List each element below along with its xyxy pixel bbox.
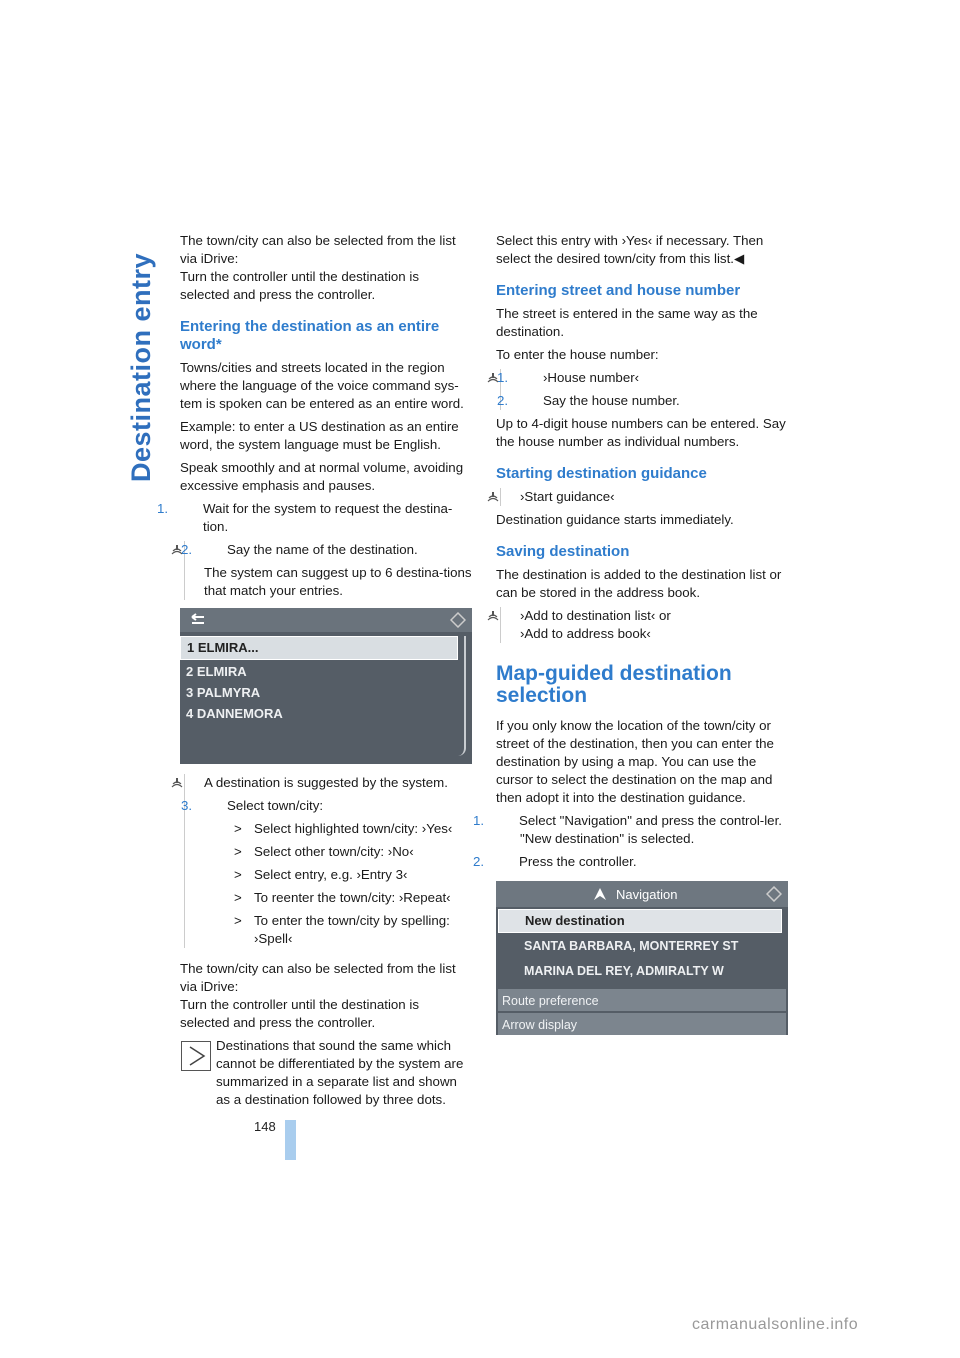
voice-block: [181, 541, 472, 600]
step-2: 2. Say the name of the destination.: [181, 542, 418, 557]
paragraph: To enter the house number:: [496, 347, 659, 362]
page-number: 148: [254, 1119, 276, 1134]
screen-title: Navigation: [616, 887, 678, 902]
list-item[interactable]: 3 PALMYRA: [186, 685, 261, 700]
voice-block: [181, 774, 472, 948]
paragraph: If you only know the location of the town/city or street of the destination, then you can enter the destination by using a map. You can use the cursor to select the destination on the map and then adopt it into the destination guidance.: [496, 718, 774, 805]
back-icon: [188, 613, 206, 627]
paragraph: Towns/cities and streets located in the region where the language of the voice command sys-tem is spoken can be entered as an entire word.: [180, 360, 464, 411]
heading-saving: Saving destination: [496, 543, 630, 560]
column-right: [473, 232, 788, 1035]
scrollbar[interactable]: [456, 636, 466, 756]
controller-icon: [450, 612, 466, 628]
paragraph: Speak smoothly and at normal volume, avoiding excessive emphasis and pauses.: [180, 460, 464, 493]
list-item[interactable]: 4 DANNEMORA: [186, 706, 283, 721]
heading-start-guidance: Starting destination guidance: [496, 465, 707, 482]
intro-paragraph: The town/city can also be selected from the list via iDrive: Turn the controller until the destination is selected and press the controller.: [180, 233, 456, 302]
list-item[interactable]: 2 ELMIRA: [186, 664, 247, 679]
step-1: 1. Wait for the system to request the destina-tion.: [157, 501, 453, 534]
map-step-1: 1. Select "Navigation" and press the control-ler.: [473, 813, 782, 828]
navigation-screen: [496, 881, 788, 1035]
step-2-detail: The system can suggest up to 6 destina-tions that match your entries.: [204, 565, 472, 598]
column-left: [157, 232, 472, 1114]
house-step-2: 2. Say the house number.: [497, 393, 680, 408]
screen-header: [180, 608, 472, 632]
step-3: 3. Select town/city:: [181, 798, 324, 813]
paragraph: The destination is added to the destination list or can be stored in the address book.: [496, 567, 782, 600]
recent-destination[interactable]: SANTA BARBARA, MONTERREY ST: [524, 939, 739, 953]
menu-item-route-preference[interactable]: Route preference: [498, 989, 786, 1011]
recent-destination[interactable]: MARINA DEL REY, ADMIRALTY W: [524, 964, 724, 978]
note: Destinations that sound the same which cannot be differentiated by the system are summarized in a separate list and shown as a destination followed by three dots.: [180, 1037, 472, 1109]
controller-icon: [766, 886, 782, 902]
voice-command-icon: [171, 776, 183, 790]
paragraph: Up to 4-digit house numbers can be entered. Say the house number as individual numbers.: [496, 416, 786, 449]
section-title: Destination entry: [126, 252, 156, 482]
option: > Select other town/city: ›No‹: [234, 844, 414, 859]
voice-block: [500, 607, 788, 643]
voice-command-icon: [171, 543, 183, 557]
option: > To enter the town/city by spelling: ›Spell‹: [234, 913, 450, 946]
house-step-1: 1. ›House number‹: [497, 370, 640, 385]
paragraph: The street is entered in the same way as the destination.: [496, 306, 758, 339]
voice-block: [500, 488, 788, 506]
screen-header: [496, 881, 788, 907]
save-command-1: ›Add to destination list‹ or: [520, 608, 671, 623]
voice-command-icon: [487, 371, 499, 385]
menu-item-new-destination[interactable]: New destination: [498, 909, 782, 933]
outro-paragraph: The town/city can also be selected from the list via iDrive: Turn the controller until the destination is selected and press the controller.: [180, 961, 456, 1030]
save-command-2: ›Add to address book‹: [520, 626, 651, 641]
paragraph: Select this entry with ›Yes‹ if necessary. Then select the desired town/city from this list.◀: [496, 233, 764, 266]
note-icon: [181, 1041, 211, 1071]
heading-entire-word: Entering the destination as an entire word*: [180, 318, 440, 353]
destination-list-screen: [180, 608, 472, 764]
map-step-2: 2. Press the controller.: [473, 854, 637, 869]
map-step-1-detail: "New destination" is selected.: [520, 831, 695, 846]
option: > Select highlighted town/city: ›Yes‹: [234, 821, 453, 836]
menu-item-arrow-display[interactable]: Arrow display: [498, 1013, 786, 1035]
heading-street: Entering street and house number: [496, 282, 741, 299]
list-item-selected[interactable]: 1 ELMIRA...: [180, 636, 458, 660]
watermark: carmanualsonline.info: [692, 1316, 859, 1333]
option: > To reenter the town/city: ›Repeat‹: [234, 890, 451, 905]
voice-command-icon: [487, 490, 499, 504]
paragraph: Destination guidance starts immediately.: [496, 512, 734, 527]
option: > Select entry, e.g. ›Entry 3‹: [234, 867, 408, 882]
voice-block: [497, 369, 788, 410]
page-marker: [285, 1120, 296, 1160]
paragraph: Example: to enter a US destination as an entire word, the system language must be English.: [180, 419, 459, 452]
start-command: ›Start guidance‹: [520, 489, 615, 504]
navigation-icon: [592, 886, 608, 902]
voice-command-icon: [487, 609, 499, 623]
heading-map-guided: Map-guided destination selection: [496, 662, 732, 707]
suggested-text: A destination is suggested by the system.: [204, 775, 448, 790]
